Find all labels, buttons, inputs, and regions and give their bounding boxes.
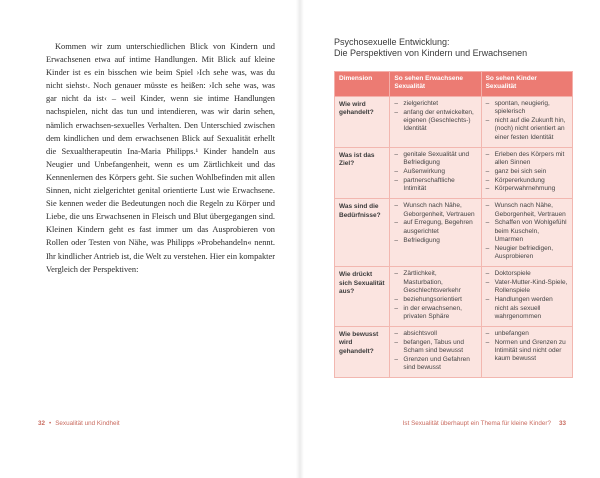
bullet-list xyxy=(394,270,476,321)
row-dimension: Wie bewusst wird gehandelt? xyxy=(335,326,390,377)
table-title xyxy=(334,37,574,59)
list-item: – Neugier befriedigen, Ausprobieren xyxy=(486,245,568,262)
bullet-list xyxy=(486,100,568,142)
list-item: – Erleben des Körpers mit allen Sinnen xyxy=(486,151,568,168)
bullet-list xyxy=(486,330,568,364)
cell-children xyxy=(481,267,572,327)
cell-adults xyxy=(390,326,481,377)
list-item: – in der erwachsenen, privaten Sphäre xyxy=(394,305,476,322)
list-item: – Wunsch nach Nähe, Geborgenheit, Vertrauen xyxy=(486,202,568,219)
list-item: – Außenwirkung xyxy=(394,168,476,176)
cell-children xyxy=(481,326,572,377)
bullet-list xyxy=(486,270,568,321)
page-number-left: 32 xyxy=(38,420,46,427)
table-row xyxy=(335,199,573,267)
bullet-list xyxy=(394,151,476,194)
cell-children xyxy=(481,199,572,267)
list-item: – Handlungen werden nicht als sexuell wahrgenommen xyxy=(486,296,568,321)
list-item: – Körpererkundung xyxy=(486,177,568,185)
list-item: – spontan, neugierig, spielerisch xyxy=(486,100,568,117)
list-item: – absichtsvoll xyxy=(394,330,476,338)
cell-adults xyxy=(390,147,481,199)
table-row xyxy=(335,147,573,199)
table-title-line-1: Psychosexuelle Entwicklung: xyxy=(334,37,450,47)
cell-children xyxy=(481,147,572,199)
list-item: – anfang der entwickelten, eigenen (Geschlechts-) Identität xyxy=(394,109,476,134)
list-item: – auf Erregung, Begehren ausgerichtet xyxy=(394,219,476,236)
table-header-row xyxy=(335,72,573,97)
bullet-list xyxy=(486,151,568,194)
table-title-line-2: Die Perspektiven von Kindern und Erwachsenen xyxy=(334,48,528,58)
comparison-table xyxy=(334,71,573,378)
list-item: – partnerschaftliche Intimität xyxy=(394,177,476,194)
header-dimension: Dimension xyxy=(335,72,390,97)
row-dimension: Was sind die Bedürfnisse? xyxy=(335,199,390,267)
right-page xyxy=(302,0,600,478)
list-item: – nicht auf die Zukunft hin, (noch) nicht orientiert an einer festen Identität xyxy=(486,117,568,142)
list-item: – Doktorspiele xyxy=(486,270,568,278)
list-item: – ganz bei sich sein xyxy=(486,168,568,176)
bullet-list xyxy=(394,330,476,373)
list-item: – befangen, Tabus und Scham sind bewusst xyxy=(394,339,476,356)
header-adults: So sehen Erwachsene Sexualität xyxy=(390,72,481,97)
list-item: – Zärtlichkeit, Masturbation, Geschlechtsverkehr xyxy=(394,270,476,295)
list-item: – beziehungsorientiert xyxy=(394,296,476,304)
cell-adults xyxy=(390,267,481,327)
row-dimension: Wie drückt sich Sexualität aus? xyxy=(335,267,390,327)
table-body xyxy=(335,96,573,377)
running-title-left: Sexualität und Kindheit xyxy=(55,420,120,427)
cell-adults xyxy=(390,96,481,147)
list-item: – Grenzen und Gefahren sind bewusst xyxy=(394,356,476,373)
bullet-list xyxy=(394,202,476,245)
page-number-right: 33 xyxy=(558,420,566,427)
list-item: – Schaffen von Wohlgefühl beim Kuscheln, Umarmen xyxy=(486,219,568,244)
list-item: – Normen und Grenzen zu Intimität sind nicht oder kaum bewusst xyxy=(486,339,568,364)
list-item: – Wunsch nach Nähe, Geborgenheit, Vertrauen xyxy=(394,202,476,219)
table-row xyxy=(335,96,573,147)
list-item: – zielgerichtet xyxy=(394,100,476,108)
bullet-list xyxy=(394,100,476,134)
list-item: – unbefangen xyxy=(486,330,568,338)
footer-separator: • xyxy=(49,420,52,427)
list-item: – Vater-Mutter-Kind-Spiele, Rollenspiele xyxy=(486,279,568,296)
table-row xyxy=(335,326,573,377)
header-children: So sehen Kinder Sexualität xyxy=(481,72,572,97)
row-dimension: Was ist das Ziel? xyxy=(335,147,390,199)
footer-right xyxy=(403,420,566,427)
table-row xyxy=(335,267,573,327)
cell-adults xyxy=(390,199,481,267)
body-paragraph: Kommen wir zum unterschiedlichen Blick von Kindern und Erwachsenen etwa auf intime Handlungen. Mit Blick auf kleine Kinder ist es ein bisschen wie beim Spiel ›Ich sehe was, was du nicht siehst‹. Noch genauer müsste es heißen: ›Ich sehe was, was gar nicht da ist‹ – weil Kinder, wenn sie intime Handlungen nachspielen, nicht das tun und intendieren, was wir darin sehen, nämlich erwachsen-sexuelles Verhalten. Den Unterschied zwischen dem kindlichen und dem erwachsenen Blick auf Sexualität erhellt die Sexualtherapeutin Ina-Maria Philipps.¹ Kinder handeln aus Neugier und Unbefangenheit, wenn es um Zärtlichkeit und das Kennenlernen des Körpers geht. Sie suchen Wohlbefinden mit allen Sinnen, nicht zielgerichtet genital orientierte Lust wie Erwachsene. Sie kennen weder die Bedeutungen noch die Regeln zu Körper und Liebe, die uns Erwachsenen in Fleisch und Blut übergegangen sind. Kleinen Kindern geht es fast immer um das Ausprobieren von Rollen oder Testen von Nähe, was Philipps »Probehandeln« nennt. Ihr kindlicher Antrieb ist, die Welt zu verstehen. Hier ein kompakter Vergleich der Perspektiven: xyxy=(46,42,275,274)
list-item: – genitale Sexualität und Befriedigung xyxy=(394,151,476,168)
bullet-list xyxy=(486,202,568,262)
left-page xyxy=(0,0,298,478)
running-title-right: Ist Sexualität überhaupt ein Thema für kleine Kinder? xyxy=(402,420,551,427)
footer-left xyxy=(38,420,120,427)
list-item: – Befriedigung xyxy=(394,237,476,245)
row-dimension: Wie wird gehandelt? xyxy=(335,96,390,147)
cell-children xyxy=(481,96,572,147)
list-item: – Körperwahrnehmung xyxy=(486,185,568,193)
